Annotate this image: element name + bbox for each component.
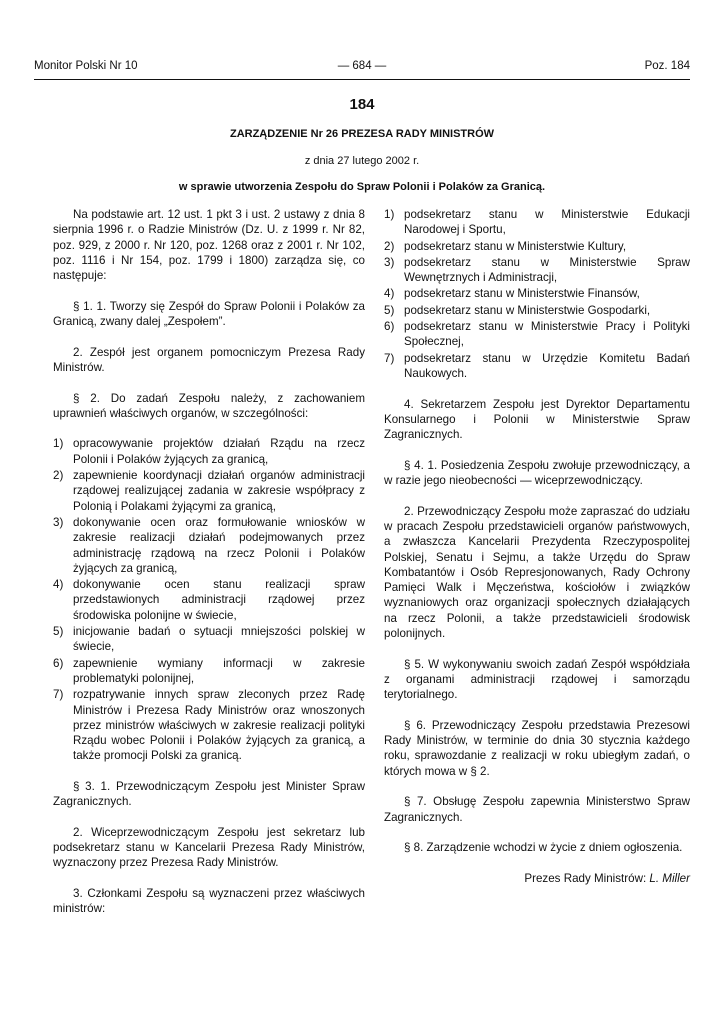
running-header: [34, 60, 690, 78]
act-title: ZARZĄDZENIE Nr 26 PREZESA RADY MINISTRÓW: [229, 128, 495, 140]
act-number: 184: [349, 96, 375, 113]
members-list: [384, 207, 690, 381]
signature-role: Prezes Rady Ministrów:: [524, 871, 647, 885]
signature: [384, 871, 690, 886]
paragraph-3-2: 2. Wiceprzewodniczącym Zespołu jest sekretarz lub podsekretarz stanu w Kancelarii Prezesa Rady Ministrów, wyznaczony przez Prezesa Rady Ministrów.: [53, 825, 365, 870]
paragraph-3-3: 3. Członkami Zespołu są wyznaczeni przez właściwych ministrów:: [53, 887, 365, 916]
paragraph-1-1: § 1. 1. Tworzy się Zespół do Spraw Polonii i Polaków za Granicą, zwany dalej „Zespołem”.: [53, 299, 365, 329]
left-column: [53, 207, 365, 917]
list-item: 5) inicjowanie badań o sytuacji mniejszości polskiej w świecie,: [53, 625, 365, 654]
list-item: 7) rozpatrywanie innych spraw zleconych przez Radę Ministrów i Prezesa Rady Ministrów oraz wnoszonych przez ministrów właściwych w zakresie realizacji polityki Rządu wobec Polonii i Polaków żyjących za granicą, a także promocji Polski za granicą.: [53, 688, 365, 763]
position-number: Poz. 184: [644, 60, 690, 72]
paragraph-1-2: 2. Zespół jest organem pomocniczym Prezesa Rady Ministrów.: [53, 345, 365, 374]
list-item: 2) podsekretarz stanu w Ministerstwie Kultury,: [384, 239, 627, 253]
paragraph-3-4: 4. Sekretarzem Zespołu jest Dyrektor Departamentu Konsularnego i Polonii w Ministerstwie Spraw Zagranicznych.: [384, 397, 690, 442]
publication-name: Monitor Polski Nr 10: [34, 60, 138, 72]
right-column: [384, 207, 690, 886]
paragraph-7: § 7. Obsługę Zespołu zapewnia Ministerstwo Spraw Zagranicznych.: [384, 795, 690, 824]
paragraph-5: § 5. W wykonywaniu swoich zadań Zespół współdziała z organami administracji rządowej i samorządu terytorialnego.: [384, 657, 690, 702]
paragraph-6: § 6. Przewodniczący Zespołu przedstawia Prezesowi Rady Ministrów, w terminie do dnia 30 stycznia każdego roku, sprawozdanie z realizacji w roku ubiegłym zadań, o których mowa w § 2.: [384, 718, 690, 778]
list-item: 1) opracowywanie projektów działań Rządu na rzecz Polonii i Polaków żyjących za granicą,: [53, 437, 365, 466]
list-item: 5) podsekretarz stanu w Ministerstwie Gospodarki,: [384, 303, 651, 317]
list-item: 6) zapewnienie wymiany informacji w zakresie problematyki polonijnej,: [53, 656, 365, 685]
act-date: z dnia 27 lutego 2002 r.: [304, 155, 420, 167]
list-item: 4) podsekretarz stanu w Ministerstwie Finansów,: [384, 287, 640, 301]
paragraph-4-1: § 4. 1. Posiedzenia Zespołu zwołuje przewodniczący, a w razie jego nieobecności — wiceprzewodniczący.: [384, 458, 690, 488]
paragraph-4-2: 2. Przewodniczący Zespołu może zapraszać do udziału w pracach Zespołu przedstawicieli organów państwowych, a zwłaszcza Kancelarii Prezydenta Rzeczypospolitej Polskiej, Senatu i Sejmu, a także Urzędu do Spraw Kombatantów i Osób Represjonowanych, Rady Ochrony Pamięci Walk i Męczeństwa, kościołów i związków wyznaniowych oraz organizacji społecznych działających na rzecz Polonii, a także przedstawicieli środowisk polonijnych.: [384, 504, 690, 641]
list-item: 2) zapewnienie koordynacji działań organów administracji rządowej realizującej zadania w zakresie współpracy z Polonią i Polakami żyjącymi za granicą,: [53, 469, 365, 513]
list-item: 3) podsekretarz stanu w Ministerstwie Spraw Wewnętrznych i Administracji,: [384, 255, 690, 285]
tasks-list: [53, 436, 365, 763]
list-item: 3) dokonywanie ocen oraz formułowanie wniosków w zakresie realizacji działań podejmowanych przez administrację rządową na rzecz Polonii i Polaków żyjących za granicą,: [53, 515, 365, 575]
paragraph-8: § 8. Zarządzenie wchodzi w życie z dniem ogłoszenia.: [404, 841, 683, 855]
paragraph-3-1: § 3. 1. Przewodniczącym Zespołu jest Minister Spraw Zagranicznych.: [53, 779, 365, 809]
intro-paragraph: Na podstawie art. 12 ust. 1 pkt 3 i ust. 2 ustawy z dnia 8 sierpnia 1996 r. o Radzie Ministrów (Dz. U. z 1999 r. Nr 82, poz. 929, z 2000 r. Nr 120, poz. 1268 oraz z 2001 r. Nr 102, poz. 1116 i Nr 154, poz. 1799 i 1800) zarządza się, co następuje:: [53, 208, 365, 283]
signature-name: L. Miller: [649, 871, 690, 885]
act-subject: w sprawie utworzenia Zespołu do Spraw Polonii i Polaków za Granicą.: [178, 181, 546, 193]
page-number: — 684 —: [337, 60, 387, 72]
list-item: 7) podsekretarz stanu w Urzędzie Komitetu Badań Naukowych.: [384, 351, 690, 380]
list-item: 1) podsekretarz stanu w Ministerstwie Edukacji Narodowej i Sportu,: [384, 208, 690, 237]
list-item: 4) dokonywanie ocen stanu realizacji spraw przedstawionych administracji rządowej przez środowiska polonijne w świecie,: [53, 578, 365, 622]
list-item: 6) podsekretarz stanu w Ministerstwie Pracy i Polityki Społecznej,: [384, 320, 690, 349]
paragraph-2: § 2. Do zadań Zespołu należy, z zachowaniem uprawnień właściwych organów, w szczególności:: [53, 391, 365, 420]
header-rule: [34, 79, 690, 80]
